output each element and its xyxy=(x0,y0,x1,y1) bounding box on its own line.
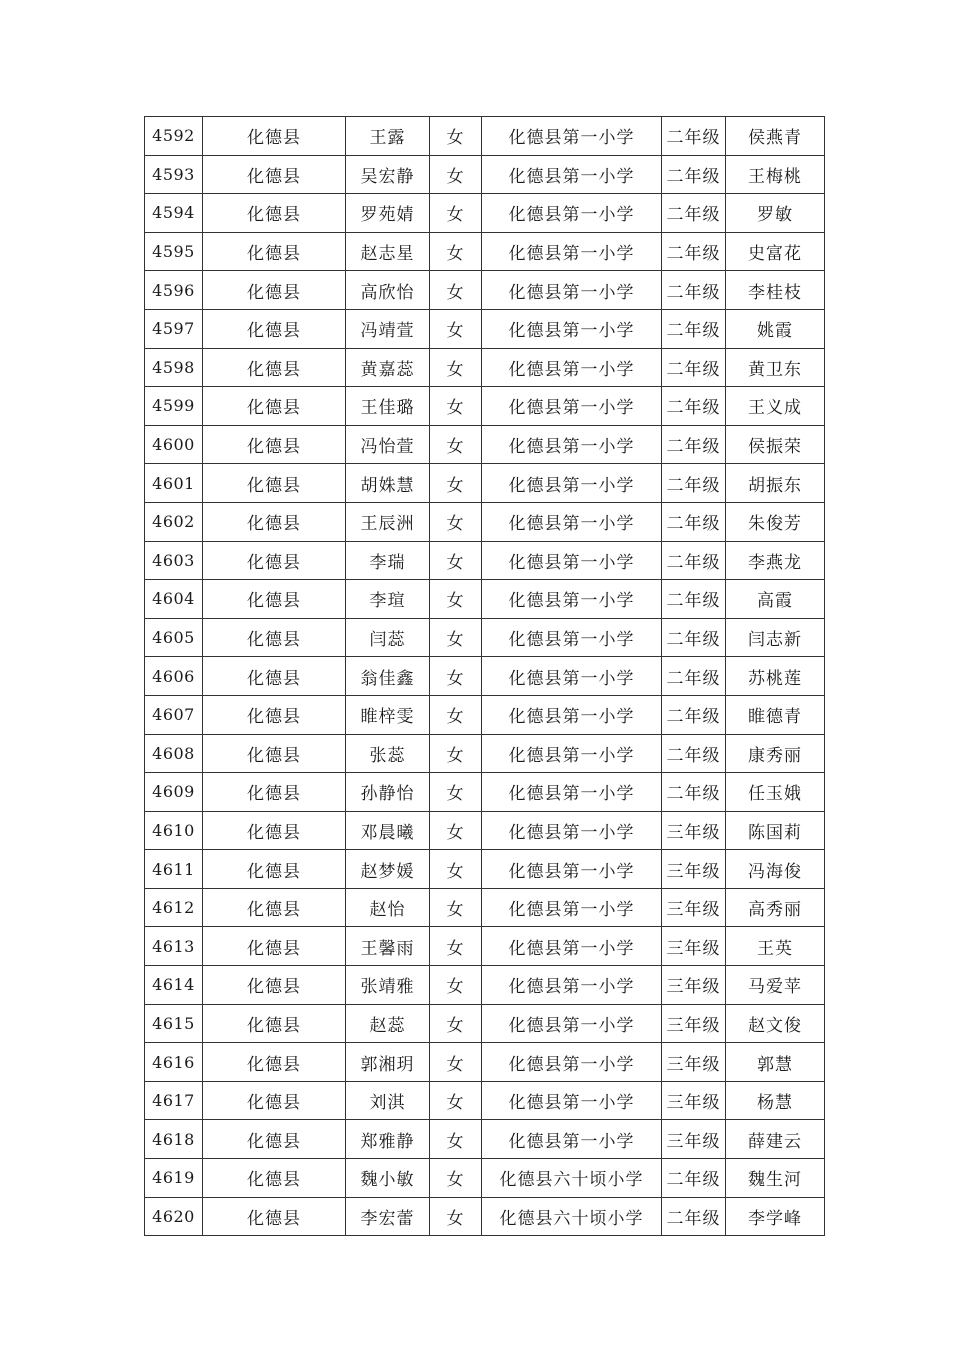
id-cell: 4596 xyxy=(145,271,203,310)
teacher-name-cell: 苏桃莲 xyxy=(726,657,825,696)
gender-cell: 女 xyxy=(430,425,482,464)
student-name-cell: 高欣怡 xyxy=(346,271,430,310)
school-cell: 化德县第一小学 xyxy=(482,657,662,696)
table-row xyxy=(145,1197,825,1236)
table-row xyxy=(145,580,825,619)
id-cell: 4615 xyxy=(145,1004,203,1043)
gender-cell: 女 xyxy=(430,966,482,1005)
id-cell: 4605 xyxy=(145,618,203,657)
school-cell: 化德县第一小学 xyxy=(482,155,662,194)
id-cell: 4601 xyxy=(145,464,203,503)
teacher-name-cell: 马爱苹 xyxy=(726,966,825,1005)
grade-cell: 二年级 xyxy=(662,155,726,194)
gender-cell: 女 xyxy=(430,309,482,348)
table-row xyxy=(145,117,825,156)
gender-cell: 女 xyxy=(430,1004,482,1043)
table-row xyxy=(145,927,825,966)
teacher-name-cell: 王梅桃 xyxy=(726,155,825,194)
grade-cell: 二年级 xyxy=(662,734,726,773)
student-name-cell: 魏小敏 xyxy=(346,1159,430,1198)
school-cell: 化德县第一小学 xyxy=(482,541,662,580)
school-cell: 化德县第一小学 xyxy=(482,232,662,271)
school-cell: 化德县第一小学 xyxy=(482,1081,662,1120)
gender-cell: 女 xyxy=(430,773,482,812)
grade-cell: 二年级 xyxy=(662,695,726,734)
grade-cell: 二年级 xyxy=(662,541,726,580)
student-name-cell: 孙静怡 xyxy=(346,773,430,812)
id-cell: 4597 xyxy=(145,309,203,348)
teacher-name-cell: 李学峰 xyxy=(726,1197,825,1236)
table-row xyxy=(145,425,825,464)
grade-cell: 二年级 xyxy=(662,773,726,812)
school-cell: 化德县第一小学 xyxy=(482,502,662,541)
grade-cell: 二年级 xyxy=(662,618,726,657)
student-name-cell: 王辰洲 xyxy=(346,502,430,541)
id-cell: 4612 xyxy=(145,888,203,927)
id-cell: 4611 xyxy=(145,850,203,889)
county-cell: 化德县 xyxy=(203,657,346,696)
teacher-name-cell: 冯海俊 xyxy=(726,850,825,889)
teacher-name-cell: 黄卫东 xyxy=(726,348,825,387)
school-cell: 化德县第一小学 xyxy=(482,695,662,734)
school-cell: 化德县第一小学 xyxy=(482,309,662,348)
student-name-cell: 罗苑婧 xyxy=(346,194,430,233)
county-cell: 化德县 xyxy=(203,194,346,233)
student-name-cell: 赵蕊 xyxy=(346,1004,430,1043)
student-name-cell: 闫蕊 xyxy=(346,618,430,657)
school-cell: 化德县第一小学 xyxy=(482,618,662,657)
gender-cell: 女 xyxy=(430,502,482,541)
student-name-cell: 黄嘉蕊 xyxy=(346,348,430,387)
table-row xyxy=(145,734,825,773)
gender-cell: 女 xyxy=(430,695,482,734)
grade-cell: 二年级 xyxy=(662,309,726,348)
table-row xyxy=(145,966,825,1005)
id-cell: 4594 xyxy=(145,194,203,233)
school-cell: 化德县第一小学 xyxy=(482,1043,662,1082)
table-row xyxy=(145,232,825,271)
table-row xyxy=(145,271,825,310)
gender-cell: 女 xyxy=(430,1120,482,1159)
teacher-name-cell: 赵文俊 xyxy=(726,1004,825,1043)
table-row xyxy=(145,657,825,696)
school-cell: 化德县第一小学 xyxy=(482,966,662,1005)
id-cell: 4618 xyxy=(145,1120,203,1159)
student-name-cell: 李瑞 xyxy=(346,541,430,580)
teacher-name-cell: 侯振荣 xyxy=(726,425,825,464)
teacher-name-cell: 李燕龙 xyxy=(726,541,825,580)
county-cell: 化德县 xyxy=(203,1197,346,1236)
county-cell: 化德县 xyxy=(203,773,346,812)
teacher-name-cell: 侯燕青 xyxy=(726,117,825,156)
gender-cell: 女 xyxy=(430,464,482,503)
id-cell: 4619 xyxy=(145,1159,203,1198)
table-row xyxy=(145,1081,825,1120)
grade-cell: 三年级 xyxy=(662,1120,726,1159)
student-name-cell: 胡姝慧 xyxy=(346,464,430,503)
table-row xyxy=(145,464,825,503)
county-cell: 化德县 xyxy=(203,580,346,619)
teacher-name-cell: 史富花 xyxy=(726,232,825,271)
school-cell: 化德县第一小学 xyxy=(482,117,662,156)
grade-cell: 二年级 xyxy=(662,464,726,503)
gender-cell: 女 xyxy=(430,811,482,850)
school-cell: 化德县第一小学 xyxy=(482,194,662,233)
id-cell: 4600 xyxy=(145,425,203,464)
gender-cell: 女 xyxy=(430,580,482,619)
county-cell: 化德县 xyxy=(203,155,346,194)
gender-cell: 女 xyxy=(430,850,482,889)
table-row xyxy=(145,695,825,734)
school-cell: 化德县第一小学 xyxy=(482,811,662,850)
id-cell: 4606 xyxy=(145,657,203,696)
county-cell: 化德县 xyxy=(203,966,346,1005)
id-cell: 4602 xyxy=(145,502,203,541)
grade-cell: 二年级 xyxy=(662,425,726,464)
gender-cell: 女 xyxy=(430,927,482,966)
student-name-cell: 张蕊 xyxy=(346,734,430,773)
id-cell: 4603 xyxy=(145,541,203,580)
teacher-name-cell: 高秀丽 xyxy=(726,888,825,927)
teacher-name-cell: 王英 xyxy=(726,927,825,966)
grade-cell: 二年级 xyxy=(662,1159,726,1198)
gender-cell: 女 xyxy=(430,1197,482,1236)
county-cell: 化德县 xyxy=(203,850,346,889)
table-row xyxy=(145,502,825,541)
gender-cell: 女 xyxy=(430,541,482,580)
county-cell: 化德县 xyxy=(203,1004,346,1043)
id-cell: 4604 xyxy=(145,580,203,619)
gender-cell: 女 xyxy=(430,618,482,657)
gender-cell: 女 xyxy=(430,117,482,156)
school-cell: 化德县六十顷小学 xyxy=(482,1197,662,1236)
gender-cell: 女 xyxy=(430,232,482,271)
grade-cell: 三年级 xyxy=(662,888,726,927)
school-cell: 化德县六十顷小学 xyxy=(482,1159,662,1198)
gender-cell: 女 xyxy=(430,734,482,773)
grade-cell: 三年级 xyxy=(662,1081,726,1120)
id-cell: 4598 xyxy=(145,348,203,387)
county-cell: 化德县 xyxy=(203,811,346,850)
county-cell: 化德县 xyxy=(203,695,346,734)
grade-cell: 二年级 xyxy=(662,271,726,310)
id-cell: 4592 xyxy=(145,117,203,156)
school-cell: 化德县第一小学 xyxy=(482,888,662,927)
student-name-cell: 郑雅静 xyxy=(346,1120,430,1159)
grade-cell: 三年级 xyxy=(662,927,726,966)
teacher-name-cell: 胡振东 xyxy=(726,464,825,503)
teacher-name-cell: 任玉娥 xyxy=(726,773,825,812)
student-name-cell: 刘淇 xyxy=(346,1081,430,1120)
student-name-cell: 张靖雅 xyxy=(346,966,430,1005)
student-name-cell: 邓晨曦 xyxy=(346,811,430,850)
grade-cell: 二年级 xyxy=(662,580,726,619)
id-cell: 4599 xyxy=(145,387,203,426)
county-cell: 化德县 xyxy=(203,117,346,156)
grade-cell: 二年级 xyxy=(662,117,726,156)
table-row xyxy=(145,1120,825,1159)
table-row xyxy=(145,309,825,348)
table-row xyxy=(145,811,825,850)
table-row xyxy=(145,1159,825,1198)
gender-cell: 女 xyxy=(430,1159,482,1198)
id-cell: 4595 xyxy=(145,232,203,271)
school-cell: 化德县第一小学 xyxy=(482,773,662,812)
teacher-name-cell: 闫志新 xyxy=(726,618,825,657)
gender-cell: 女 xyxy=(430,1081,482,1120)
teacher-name-cell: 郭慧 xyxy=(726,1043,825,1082)
county-cell: 化德县 xyxy=(203,927,346,966)
grade-cell: 二年级 xyxy=(662,1197,726,1236)
roster-table-body xyxy=(145,117,825,1236)
student-name-cell: 赵志星 xyxy=(346,232,430,271)
school-cell: 化德县第一小学 xyxy=(482,1004,662,1043)
id-cell: 4610 xyxy=(145,811,203,850)
teacher-name-cell: 魏生河 xyxy=(726,1159,825,1198)
roster-table xyxy=(144,116,825,1236)
id-cell: 4613 xyxy=(145,927,203,966)
gender-cell: 女 xyxy=(430,155,482,194)
table-row xyxy=(145,850,825,889)
teacher-name-cell: 李桂枝 xyxy=(726,271,825,310)
gender-cell: 女 xyxy=(430,194,482,233)
grade-cell: 三年级 xyxy=(662,966,726,1005)
county-cell: 化德县 xyxy=(203,618,346,657)
grade-cell: 二年级 xyxy=(662,348,726,387)
student-name-cell: 郭湘玥 xyxy=(346,1043,430,1082)
teacher-name-cell: 杨慧 xyxy=(726,1081,825,1120)
school-cell: 化德县第一小学 xyxy=(482,425,662,464)
gender-cell: 女 xyxy=(430,271,482,310)
school-cell: 化德县第一小学 xyxy=(482,387,662,426)
table-row xyxy=(145,155,825,194)
county-cell: 化德县 xyxy=(203,1159,346,1198)
grade-cell: 二年级 xyxy=(662,232,726,271)
teacher-name-cell: 朱俊芳 xyxy=(726,502,825,541)
table-row xyxy=(145,773,825,812)
student-name-cell: 王馨雨 xyxy=(346,927,430,966)
county-cell: 化德县 xyxy=(203,502,346,541)
grade-cell: 三年级 xyxy=(662,1004,726,1043)
county-cell: 化德县 xyxy=(203,309,346,348)
id-cell: 4607 xyxy=(145,695,203,734)
school-cell: 化德县第一小学 xyxy=(482,464,662,503)
county-cell: 化德县 xyxy=(203,348,346,387)
id-cell: 4608 xyxy=(145,734,203,773)
grade-cell: 二年级 xyxy=(662,194,726,233)
student-name-cell: 翁佳鑫 xyxy=(346,657,430,696)
table-row xyxy=(145,541,825,580)
teacher-name-cell: 王义成 xyxy=(726,387,825,426)
county-cell: 化德县 xyxy=(203,387,346,426)
student-name-cell: 睢梓雯 xyxy=(346,695,430,734)
school-cell: 化德县第一小学 xyxy=(482,1120,662,1159)
student-name-cell: 吴宏静 xyxy=(346,155,430,194)
id-cell: 4616 xyxy=(145,1043,203,1082)
student-name-cell: 李瑄 xyxy=(346,580,430,619)
county-cell: 化德县 xyxy=(203,1120,346,1159)
student-name-cell: 赵梦媛 xyxy=(346,850,430,889)
id-cell: 4609 xyxy=(145,773,203,812)
county-cell: 化德县 xyxy=(203,541,346,580)
student-name-cell: 王佳璐 xyxy=(346,387,430,426)
county-cell: 化德县 xyxy=(203,271,346,310)
student-name-cell: 冯靖萱 xyxy=(346,309,430,348)
county-cell: 化德县 xyxy=(203,1043,346,1082)
grade-cell: 三年级 xyxy=(662,850,726,889)
table-row xyxy=(145,1043,825,1082)
student-name-cell: 李宏蕾 xyxy=(346,1197,430,1236)
id-cell: 4620 xyxy=(145,1197,203,1236)
table-row xyxy=(145,194,825,233)
gender-cell: 女 xyxy=(430,657,482,696)
grade-cell: 二年级 xyxy=(662,657,726,696)
school-cell: 化德县第一小学 xyxy=(482,927,662,966)
county-cell: 化德县 xyxy=(203,888,346,927)
table-row xyxy=(145,348,825,387)
teacher-name-cell: 康秀丽 xyxy=(726,734,825,773)
gender-cell: 女 xyxy=(430,387,482,426)
teacher-name-cell: 陈国莉 xyxy=(726,811,825,850)
gender-cell: 女 xyxy=(430,1043,482,1082)
county-cell: 化德县 xyxy=(203,425,346,464)
school-cell: 化德县第一小学 xyxy=(482,734,662,773)
teacher-name-cell: 罗敏 xyxy=(726,194,825,233)
county-cell: 化德县 xyxy=(203,464,346,503)
teacher-name-cell: 薛建云 xyxy=(726,1120,825,1159)
grade-cell: 三年级 xyxy=(662,811,726,850)
id-cell: 4614 xyxy=(145,966,203,1005)
school-cell: 化德县第一小学 xyxy=(482,348,662,387)
table-row xyxy=(145,618,825,657)
teacher-name-cell: 高霞 xyxy=(726,580,825,619)
county-cell: 化德县 xyxy=(203,734,346,773)
student-name-cell: 赵怡 xyxy=(346,888,430,927)
gender-cell: 女 xyxy=(430,348,482,387)
gender-cell: 女 xyxy=(430,888,482,927)
county-cell: 化德县 xyxy=(203,1081,346,1120)
teacher-name-cell: 睢德青 xyxy=(726,695,825,734)
student-name-cell: 王露 xyxy=(346,117,430,156)
id-cell: 4593 xyxy=(145,155,203,194)
table-row xyxy=(145,387,825,426)
grade-cell: 二年级 xyxy=(662,502,726,541)
id-cell: 4617 xyxy=(145,1081,203,1120)
grade-cell: 三年级 xyxy=(662,1043,726,1082)
teacher-name-cell: 姚霞 xyxy=(726,309,825,348)
grade-cell: 二年级 xyxy=(662,387,726,426)
table-row xyxy=(145,888,825,927)
school-cell: 化德县第一小学 xyxy=(482,580,662,619)
county-cell: 化德县 xyxy=(203,232,346,271)
school-cell: 化德县第一小学 xyxy=(482,850,662,889)
table-row xyxy=(145,1004,825,1043)
student-name-cell: 冯怡萱 xyxy=(346,425,430,464)
school-cell: 化德县第一小学 xyxy=(482,271,662,310)
